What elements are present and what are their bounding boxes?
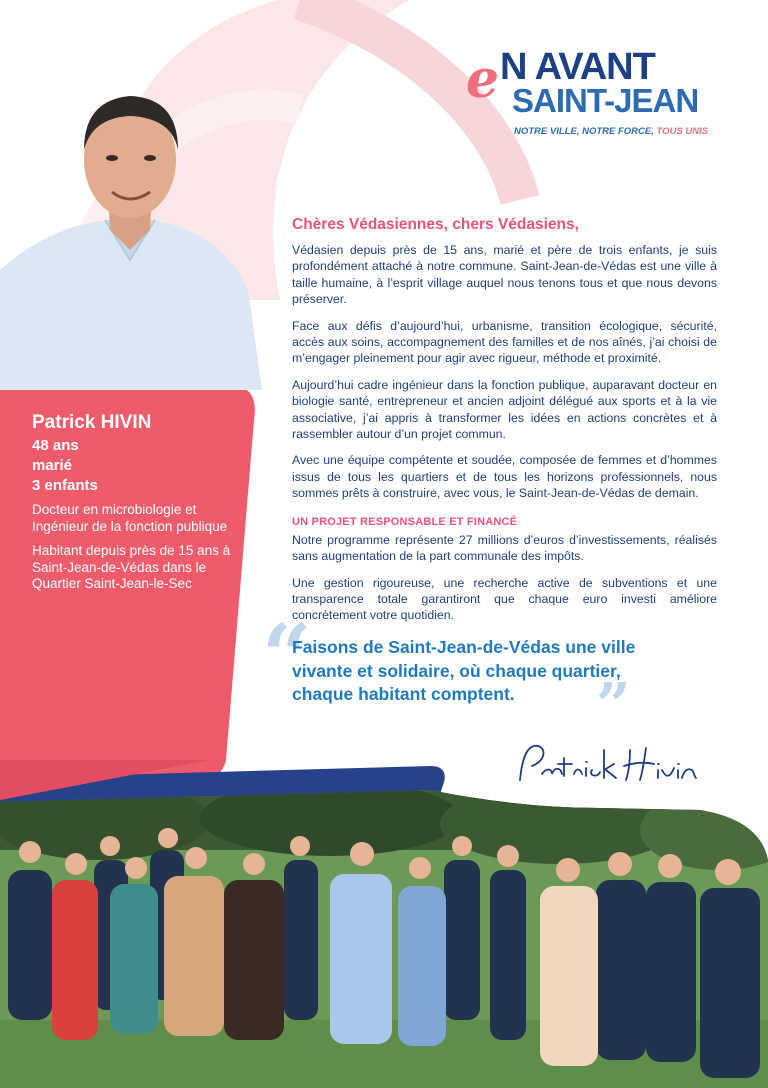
quote-close-mark: ” — [596, 671, 631, 741]
section-title: UN PROJET RESPONSABLE ET FINANCÉ — [292, 515, 518, 528]
letter-paragraph-3: Aujourd’hui cadre ingénieur dans la fonction publique, auparavant docteur en biologie santé, entrepreneur et ancien adjoint délégué aux sports et à la vie associative, j’ai appris à transformer les idées en actions concrètes et à rassembler autour d’un projet commun. — [292, 377, 717, 442]
candidate-children: 3 enfants — [32, 477, 98, 494]
signature — [512, 740, 712, 792]
quote-open-mark: “ — [262, 606, 312, 707]
letter-paragraph-5: Notre programme représente 27 millions d’euros d’investissements, réalisés sans augmentation de la part communale des impôts. — [292, 532, 717, 564]
candidate-portrait — [0, 60, 262, 390]
letter-paragraph-4: Avec une équipe compétente et soudée, composée de femmes et d’hommes issus de tous les quartiers et de tous les horizons professionnels, nous sommes prêts à construire, avec vous, le Saint-Jean-de-Védas de demain. — [292, 453, 717, 501]
candidate-bio — [32, 412, 247, 593]
letter-paragraph-1: Védasien depuis près de 15 ans, marié et père de trois enfants, je suis profondément attaché à notre commune. Saint-Jean-de-Védas est une ville à taille humaine, à l’esprit village auquel nous tenons tous et que nous devons préserver. — [292, 243, 717, 307]
logo-line-1: N AVANT — [500, 46, 655, 88]
logo-line-2: SAINT-JEAN — [512, 82, 699, 119]
letter-greeting: Chères Védasiennes, chers Védasiens, — [292, 216, 579, 233]
letter-paragraph-6: Une gestion rigoureuse, une recherche active de subventions et une transparence totale garantiront que chaque euro investi améliore concrètement votre quotidien. — [292, 575, 717, 623]
candidate-profession: Docteur en microbiologie et Ingénieur de la fonction publique — [32, 502, 228, 534]
logo-tagline: NOTRE VILLE, NOTRE FORCE, TOUS UNIS — [514, 126, 709, 137]
logo-e: e — [466, 49, 500, 110]
candidate-status: marié — [32, 457, 73, 474]
candidate-residence: Habitant depuis près de 15 ans à Saint-Jean-de-Védas dans le Quartier Saint-Jean-le-Sec — [32, 543, 231, 591]
letter — [292, 216, 717, 634]
campaign-logo — [466, 48, 728, 148]
letter-paragraph-2: Face aux défis d’aujourd’hui, urbanisme, transition écologique, sécurité, accès aux soins, accompagnement des familles et de nos aînés, j’ai choisi de m’engager pleinement pour agir avec rigueur, méthode et proximité. — [292, 318, 717, 366]
team-photo — [0, 790, 768, 1088]
campaign-quote: Faisons de Saint-Jean-de-Védas une ville vivante et solidaire, où chaque quartier, chaque habitant comptent. — [292, 637, 636, 704]
candidate-age: 48 ans — [32, 437, 79, 454]
candidate-name: Patrick HIVIN — [32, 412, 152, 433]
